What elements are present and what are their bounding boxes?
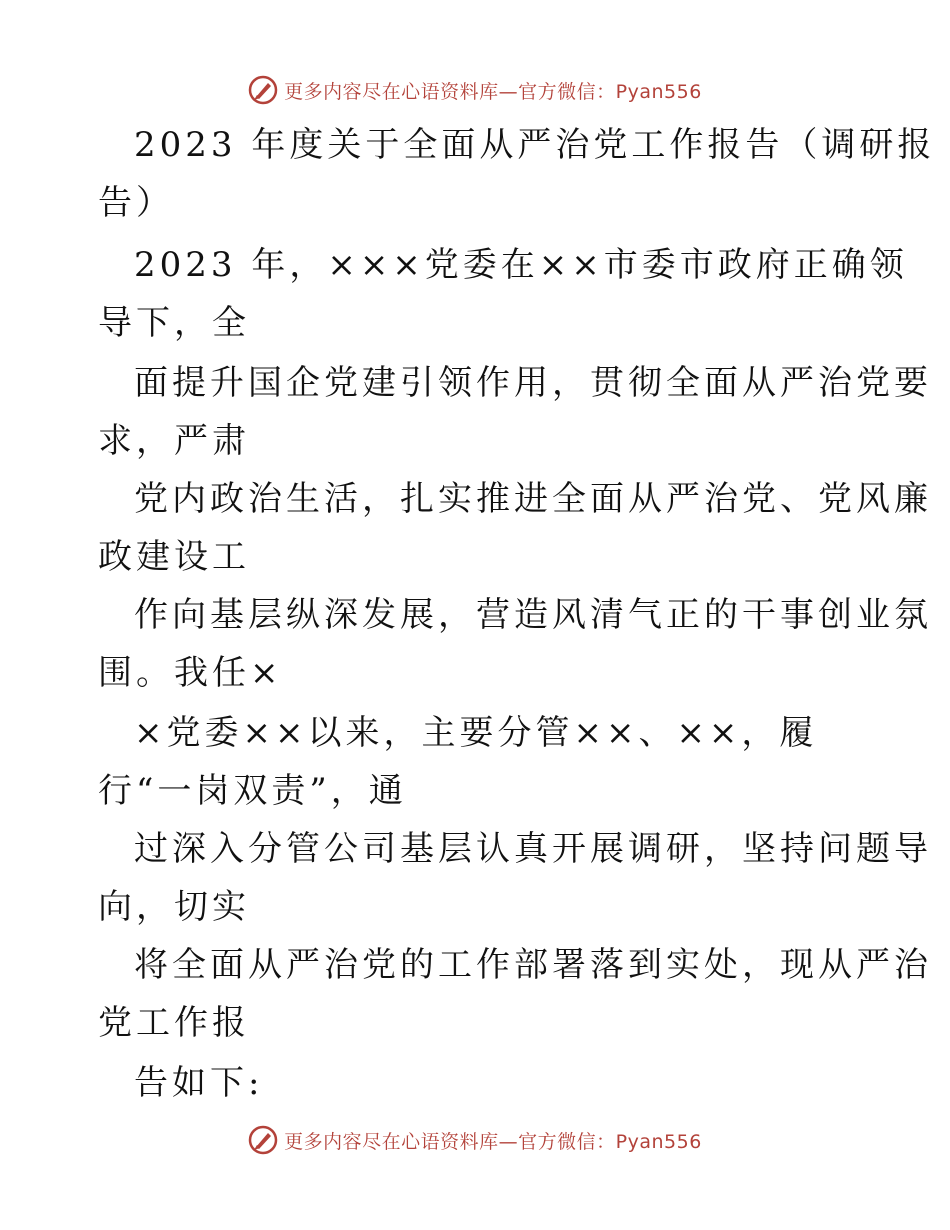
doc-line: 2023 年，×××党委在××市委市政府正确领 [134, 245, 908, 285]
footer-banner [0, 1120, 950, 1160]
pen-logo-icon [248, 75, 278, 105]
doc-line: 过深入分管公司基层认真开展调研，坚持问题导 [134, 829, 932, 869]
doc-line: 告） [98, 183, 174, 223]
doc-line: 导下，全 [98, 303, 250, 343]
header-banner-text: 更多内容尽在心语资料库—官方微信：Pyan556 [284, 80, 702, 103]
pen-logo-icon [248, 1125, 278, 1155]
footer-banner-text: 更多内容尽在心语资料库—官方微信：Pyan556 [284, 1130, 702, 1153]
doc-line: 作向基层纵深发展，营造风清气正的干事创业氛 [134, 595, 932, 635]
doc-line: 2023 年度关于全面从严治党工作报告（调研报 [134, 125, 936, 165]
doc-line: 政建设工 [98, 537, 250, 577]
doc-line: 行“一岗双责”，通 [98, 771, 407, 811]
doc-line: 将全面从严治党的工作部署落到实处，现从严治 [134, 945, 932, 985]
header-banner [0, 70, 950, 110]
doc-line: 告如下: [134, 1063, 264, 1103]
doc-line: 党内政治生活，扎实推进全面从严治党、党风廉 [134, 479, 932, 519]
doc-line: ×党委××以来，主要分管××、××，履 [134, 713, 818, 753]
doc-line: 围。我任× [98, 653, 283, 693]
doc-line: 党工作报 [98, 1003, 250, 1043]
doc-line: 向，切实 [98, 887, 250, 927]
doc-line: 求，严肃 [98, 421, 250, 461]
doc-line: 面提升国企党建引领作用，贯彻全面从严治党要 [134, 363, 932, 403]
